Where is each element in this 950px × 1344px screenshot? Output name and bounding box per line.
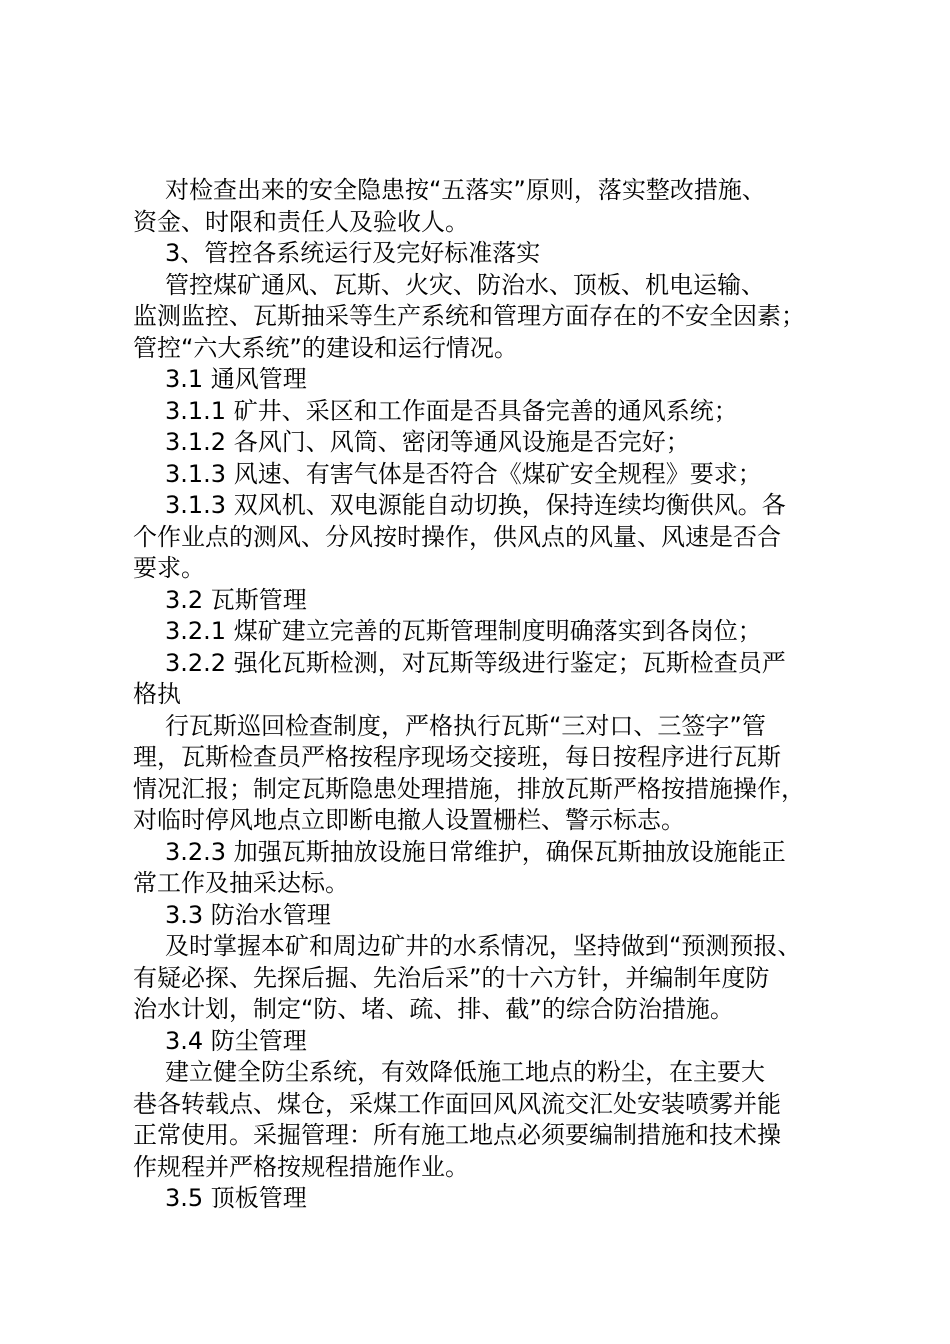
text-line: 巷各转载点、煤仓，采煤工作面回风风流交汇处安装喷雾并能 (133, 1089, 781, 1118)
text-line: 3.3 防治水管理 (165, 900, 331, 929)
text-line: 3.5 顶板管理 (165, 1184, 307, 1212)
text-line: 情况汇报；制定瓦斯隐患处理措施，排放瓦斯严格按措施操作， (133, 774, 805, 803)
text-line: 理，瓦斯检查员严格按程序现场交接班，每日按程序进行瓦斯 (133, 743, 781, 771)
text-line: 对检查出来的安全隐患按“五落实”原则，落实整改措施、 (165, 176, 766, 204)
text-line: 3.1.3 双风机、双电源能自动切换，保持连续均衡供风。各 (165, 491, 786, 519)
text-line: 有疑必探、先探后掘、先治后采”的十六方针，并编制年度防 (133, 963, 770, 992)
text-line: 3.1 通风管理 (165, 365, 307, 393)
text-line: 3.1.3 风速、有害气体是否符合《煤矿安全规程》要求； (165, 459, 762, 488)
text-line: 3、管控各系统运行及完好标准落实 (165, 239, 541, 267)
text-line: 3.1.1 矿井、采区和工作面是否具备完善的通风系统； (165, 396, 738, 425)
text-line: 格执 (133, 680, 181, 708)
text-line: 正常使用。采掘管理：所有施工地点必须要编制措施和技术操 (133, 1121, 781, 1149)
text-line: 监测监控、瓦斯抽采等生产系统和管理方面存在的不安全因素； (133, 302, 805, 330)
text-line: 3.1.2 各风门、风筒、密闭等通风设施是否完好； (165, 428, 690, 456)
text-line: 管控“六大系统”的建设和运行情况。 (133, 333, 518, 362)
text-line: 要求。 (133, 554, 205, 582)
text-line: 作规程并严格按规程措施作业。 (133, 1152, 469, 1181)
text-line: 行瓦斯巡回检查制度，严格执行瓦斯“三对口、三签字”管 (165, 711, 766, 740)
text-line: 3.2 瓦斯管理 (165, 585, 307, 614)
text-line: 资金、时限和责任人及验收人。 (133, 207, 469, 236)
text-line: 对临时停风地点立即断电撤人设置栅栏、警示标志。 (133, 806, 685, 834)
document-body (133, 175, 833, 1215)
text-line: 常工作及抽采达标。 (133, 869, 349, 897)
text-line: 3.4 防尘管理 (165, 1026, 307, 1055)
text-line: 3.2.2 强化瓦斯检测，对瓦斯等级进行鉴定；瓦斯检查员严 (165, 648, 786, 677)
text-line: 3.2.3 加强瓦斯抽放设施日常维护，确保瓦斯抽放设施能正 (165, 837, 786, 866)
text-line: 及时掌握本矿和周边矿井的水系情况，坚持做到“预测预报、 (165, 932, 802, 960)
text-line: 建立健全防尘系统，有效降低施工地点的粉尘，在主要大 (165, 1058, 765, 1086)
text-line: 治水计划，制定“防、堵、疏、排、截”的综合防治措施。 (133, 995, 734, 1023)
text-line: 个作业点的测风、分风按时操作，供风点的风量、风速是否合 (133, 522, 781, 551)
text-line: 3.2.1 煤矿建立完善的瓦斯管理制度明确落实到各岗位； (165, 617, 762, 645)
text-line: 管控煤矿通风、瓦斯、火灾、防治水、顶板、机电运输、 (165, 270, 765, 299)
